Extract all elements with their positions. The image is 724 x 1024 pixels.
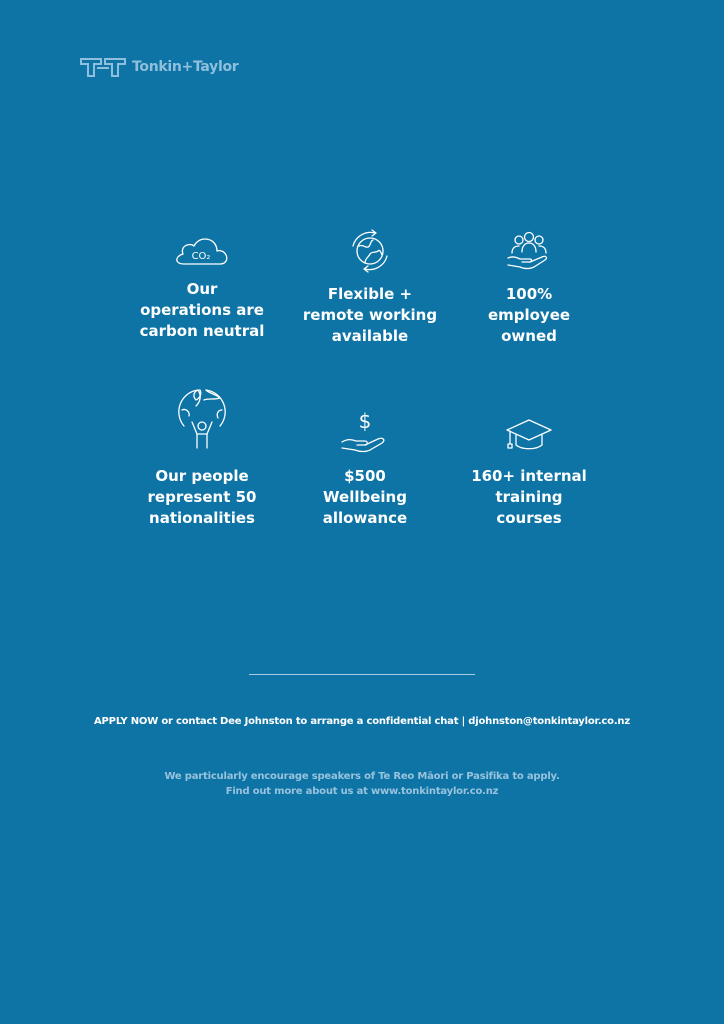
feature-label-line: allowance [322, 509, 408, 527]
co2-label: CO₂ [191, 251, 211, 262]
feature-label [275, 466, 455, 529]
feature-label-line: available [331, 327, 409, 345]
feature-label-line: owned [501, 327, 557, 345]
feature-label-line: remote working [302, 306, 438, 324]
apply-contact-text: APPLY NOW or contact Dee Johnston to arrange a confidential chat | djohnston@tonkintaylor.co.nz [94, 716, 630, 727]
feature-label [280, 284, 460, 347]
feature-label [112, 279, 292, 342]
company-logo [79, 56, 238, 78]
feature-label-line: Wellbeing [323, 488, 407, 506]
footer-note [0, 769, 724, 799]
carbon-cloud-icon [174, 228, 230, 268]
dollar-sign: $ [358, 409, 372, 433]
people-in-hand-icon [504, 228, 554, 272]
footer-line-encourage: We particularly encourage speakers of Te Reo Māori or Pasifika to apply. [164, 771, 560, 782]
feature-label-line: 160+ internal [471, 467, 587, 485]
feature-label-line: carbon neutral [139, 322, 265, 340]
section-divider [249, 674, 475, 675]
feature-label-line: Flexible + [327, 285, 413, 303]
feature-label-line: training [495, 488, 563, 506]
feature-label-line: operations are [140, 301, 264, 319]
feature-label-line: Our people [155, 467, 249, 485]
tt-logo-mark-icon [79, 56, 127, 78]
feature-label [439, 466, 619, 529]
feature-label-line: employee [487, 306, 571, 324]
person-globe-icon [176, 386, 228, 452]
globe-arrows-icon [345, 226, 395, 276]
feature-label-line: nationalities [149, 509, 255, 527]
footer-line-website: Find out more about us at www.tonkintaylor.co.nz [225, 786, 499, 797]
feature-label-line: courses [496, 509, 562, 527]
dollar-hand-icon [340, 406, 390, 456]
feature-label [439, 284, 619, 347]
brand-name: Tonkin+Taylor [132, 59, 239, 75]
graduation-cap-icon [504, 414, 554, 454]
feature-label-line: represent 50 [147, 488, 257, 506]
feature-label-line: $500 [344, 467, 386, 485]
feature-label [112, 466, 292, 529]
feature-label-line: 100% [505, 285, 553, 303]
feature-label-line: Our [186, 280, 218, 298]
